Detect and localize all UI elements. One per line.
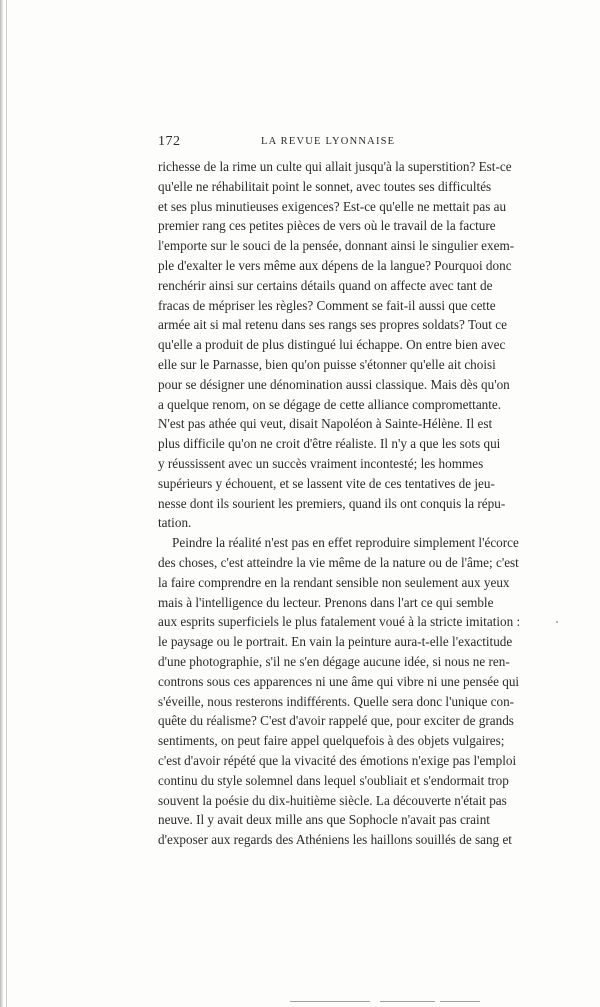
text-line: plus difficile qu'on ne croit d'être réaliste. Il n'y a que les sots qui [158,436,501,452]
page-number: 172 [158,134,181,149]
text-line: aux esprits superficiels le plus fatalement voué à la stricte imitation : [158,614,521,630]
text-line: y réussissent avec un succès vraiment incontesté; les hommes [158,455,484,471]
paragraph [158,533,521,850]
page-header [158,134,448,152]
scan-artifact-rule [380,1001,435,1002]
text-line: la faire comprendre en la rendant sensible non seulement aux yeux [158,574,510,590]
scan-artifact-rule [440,1001,480,1002]
text-line: richesse de la rime un culte qui allait jusqu'à la superstition? Est-ce [158,159,512,174]
text-line: qu'elle ne réhabilitait point le sonnet, avec toutes ses difficultés [158,178,492,194]
text-line: le paysage ou le portrait. En vain la peinture aura-t-elle l'exactitude [158,634,513,650]
page-margin-line [6,0,7,1007]
text-line: nesse dont ils sourient les premiers, quand ils ont conquis la répu- [158,495,506,511]
text-line: souvent la poésie du dix-huitième siècle. La découverte n'était pas [158,792,507,808]
text-line: N'est pas athée qui veut, disait Napoléon à Sainte-Hélène. Il est [158,416,493,432]
paragraph [158,157,515,533]
text-line: armée ait si mal retenu dans ses rangs ses propres soldats? Tout ce [158,317,507,333]
text-line: pour se désigner une dénomination aussi classique. Mais dès qu'on [158,376,510,392]
text-line: mais à l'intelligence du lecteur. Prenons dans l'art ce qui semble [158,594,494,610]
text-line: des choses, c'est atteindre la vie même de la nature ou de l'âme; c'est [158,554,519,570]
text-line: elle sur le Parnasse, bien qu'on puisse s'étonner qu'elle ait choisi [158,356,496,372]
text-line: sentiments, on peut faire appel quelquefois à des objets vulgaires; [158,733,505,749]
text-line: premier rang ces petites pièces de vers où le travail de la facture [158,218,496,234]
text-line: controns sous ces apparences ni une âme qui vibre ni une pensée qui [158,673,520,689]
scan-speck [556,621,558,623]
page-binding-edge [0,0,3,1007]
text-line: fracas de mépriser les règles? Comment se fait-il aussi que cette [158,297,496,313]
text-line: et ses plus minutieuses exigences? Est-ce qu'elle ne mettait pas au [158,198,507,214]
text-line: c'est d'avoir répété que la vivacité des émotions n'exige pas l'emploi [158,752,517,768]
text-line: Peindre la réalité n'est pas en effet reproduire simplement l'écorce [172,535,519,551]
text-line: d'exposer aux regards des Athéniens les haillons souillés de sang et [158,832,512,848]
text-line: supérieurs y échouent, et se lassent vite de ces tentatives de jeu- [158,475,495,491]
body-text [158,157,521,850]
running-title: LA REVUE LYONNAISE [261,136,396,147]
scan-artifact-rule [290,1001,370,1002]
text-line: renchérir ainsi sur certains détails quand on affecte avec tant de [158,277,493,293]
text-line: continu du style solemnel dans lequel s'oubliait et s'endormait trop [158,772,509,788]
text-line: neuve. Il y avait deux mille ans que Sophocle n'avait pas craint [158,812,490,828]
text-line: l'emporte sur le souci de la pensée, donnant ainsi le singulier exem- [158,238,515,254]
text-line: qu'elle a produit de plus distingué lui échappe. On entre bien avec [158,337,506,353]
text-line: a quelque renom, on se dégage de cette alliance compromettante. [158,396,502,412]
text-line: tation. [158,515,192,531]
text-line: ple d'exalter le vers même aux dépens de la langue? Pourquoi donc [158,257,512,273]
text-line: d'une photographie, s'il ne s'en dégage aucune idée, si nous ne ren- [158,653,510,669]
text-line: s'éveille, nous resterons indifférents. Quelle sera donc l'unique con- [158,693,515,709]
text-line: quête du réalisme? C'est d'avoir rappelé que, pour exciter de grands [158,713,514,729]
